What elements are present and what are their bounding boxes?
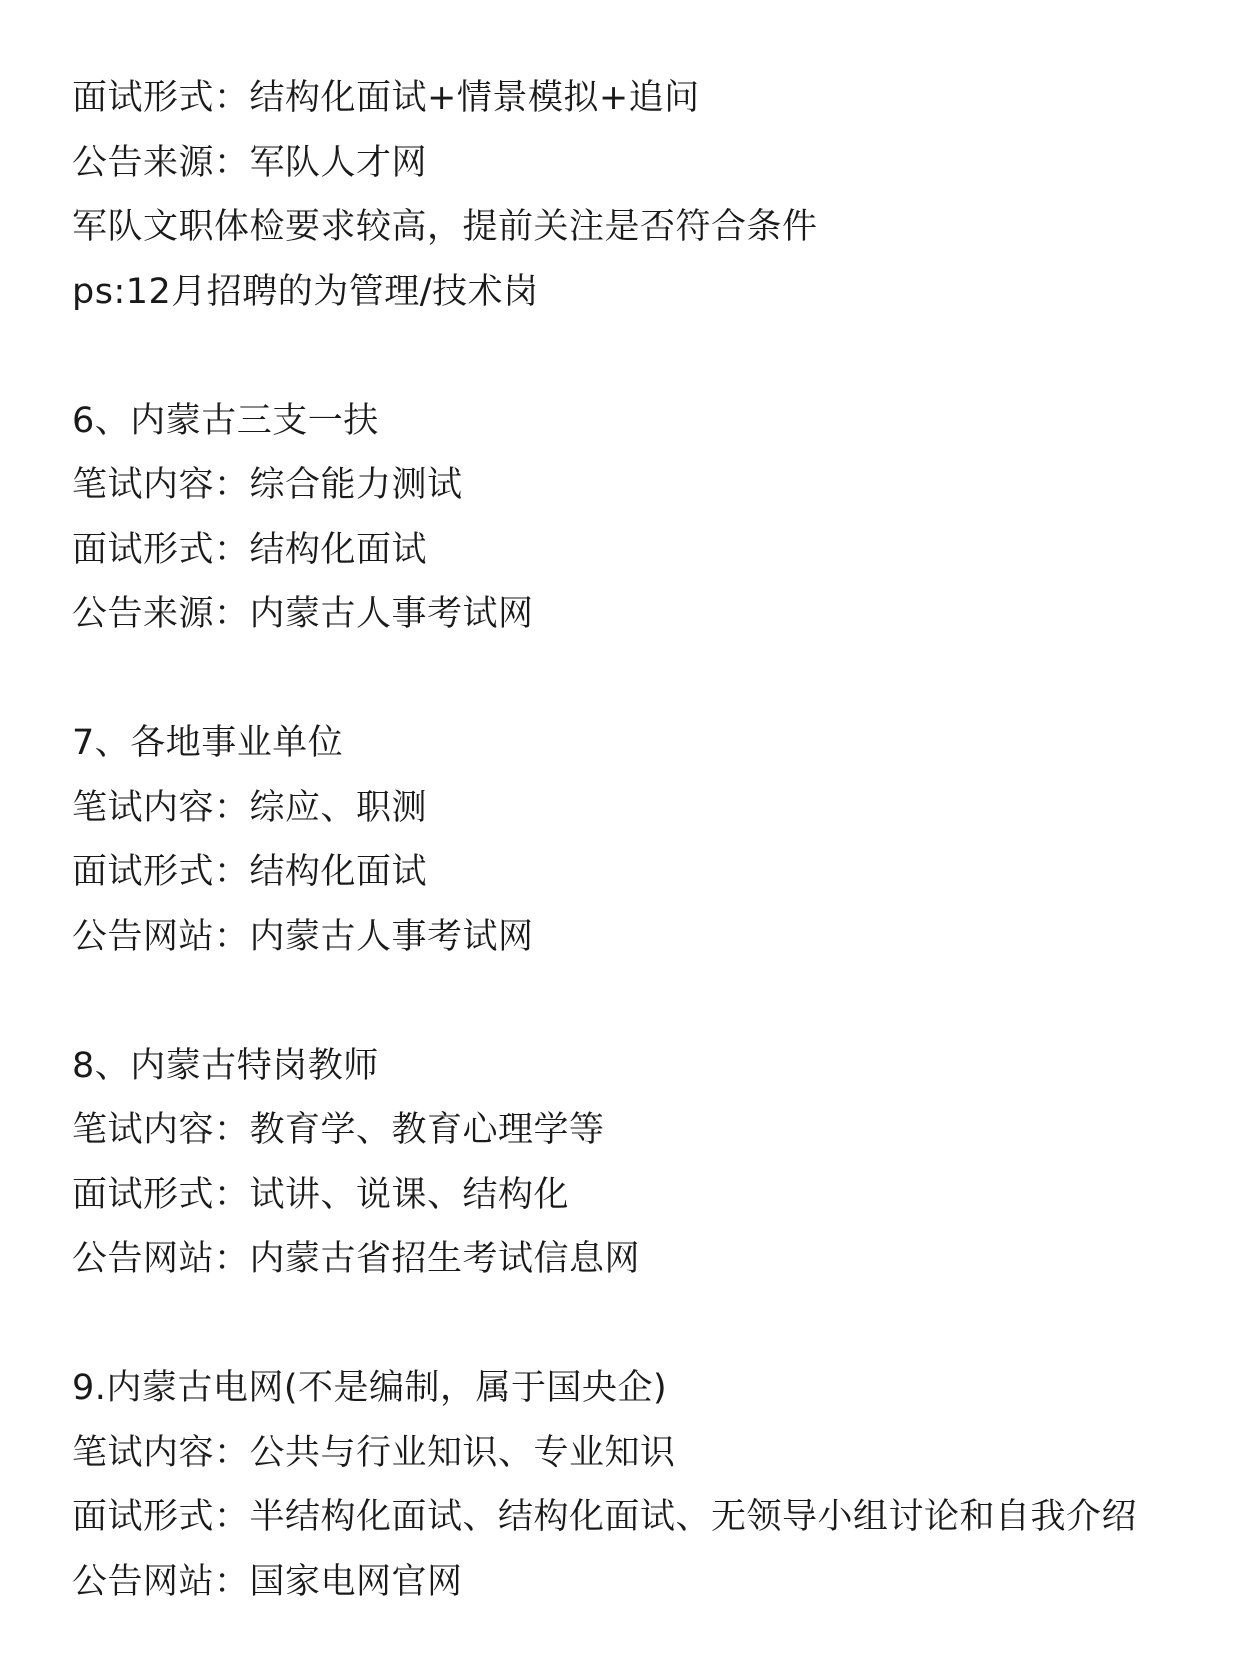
section-7 [72,711,1202,969]
written-exam-line: 笔试内容：综合能力测试 [72,465,463,505]
written-exam-line: 笔试内容：公共与行业知识、专业知识 [72,1432,676,1473]
section-title: 7、各地事业单位 [72,723,344,763]
ps-note: ps:12月招聘的为管理/技术岗 [72,271,539,312]
physical-exam-note: 军队文职体检要求较高，提前关注是否符合条件 [72,207,818,247]
section-6 [72,389,1202,647]
document-body [72,66,1202,1614]
section-title: 8、内蒙古特岗教师 [72,1045,379,1086]
announcement-source-line: 公告来源：内蒙古人事考试网 [72,594,534,634]
section-title: 9.内蒙古电网(不是编制，属于国央企) [72,1368,668,1408]
announcement-website-line: 公告网站：国家电网官网 [72,1561,463,1602]
interview-format-line: 面试形式：结构化面试+情景模拟+追问 [72,78,700,118]
announcement-website-line: 公告网站：内蒙古人事考试网 [72,916,534,957]
spacer [72,647,1202,712]
section-9 [72,1356,1202,1614]
section-title: 6、内蒙古三支一扶 [72,400,379,441]
announcement-website-line: 公告网站：内蒙古省招生考试信息网 [72,1239,641,1279]
interview-format-line: 面试形式：结构化面试 [72,852,428,892]
spacer [72,324,1202,389]
interview-format-line: 面试形式：试讲、说课、结构化 [72,1174,570,1215]
announcement-source-line: 公告来源：军队人才网 [72,142,428,183]
interview-format-line: 面试形式：结构化面试 [72,529,428,570]
written-exam-line: 笔试内容：综应、职测 [72,787,428,828]
spacer [72,969,1202,1034]
interview-format-line: 面试形式：半结构化面试、结构化面试、无领导小组讨论和自我介绍 [72,1497,1138,1537]
spacer [72,1292,1202,1357]
intro-block [72,66,1202,324]
written-exam-line: 笔试内容：教育学、教育心理学等 [72,1110,605,1150]
section-8 [72,1034,1202,1292]
